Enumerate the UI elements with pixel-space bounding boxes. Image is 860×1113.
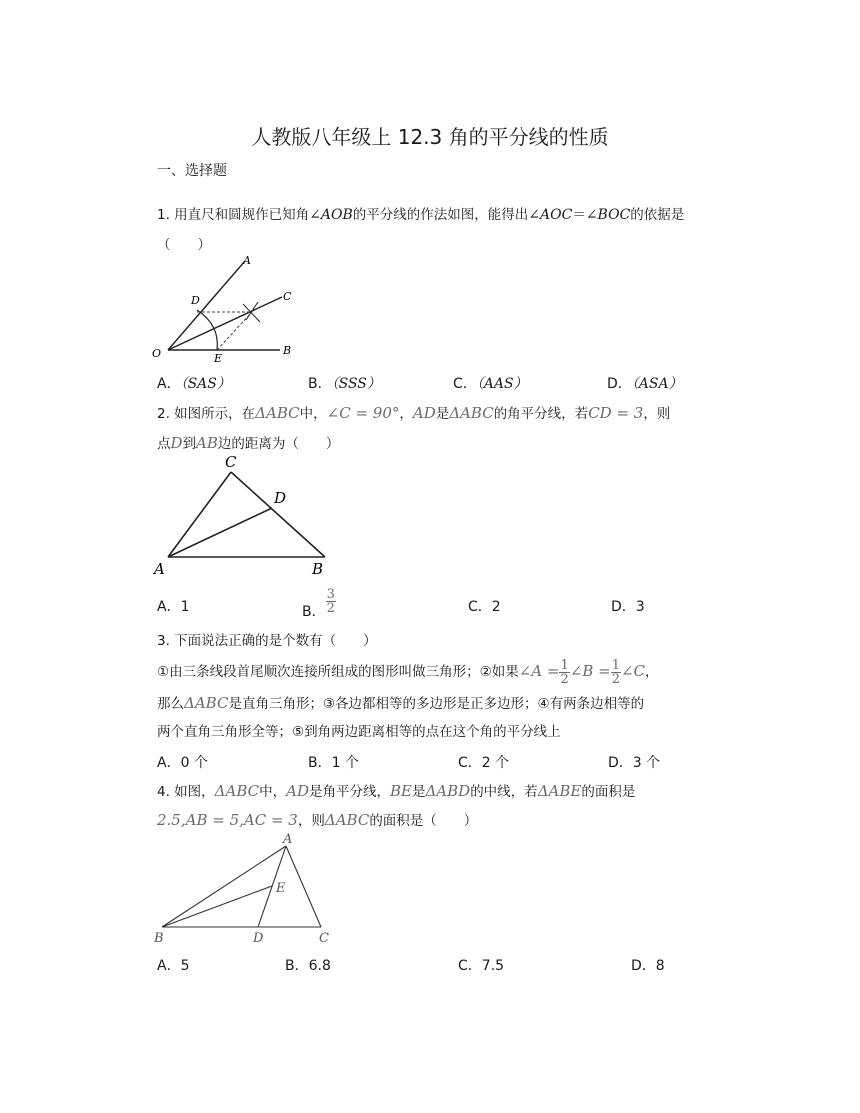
q3-line2 bbox=[157, 688, 644, 719]
option-letter: A． bbox=[157, 958, 181, 974]
label-e: E bbox=[276, 881, 286, 896]
q4-text: 是 bbox=[411, 784, 426, 800]
q3-option-a[interactable] bbox=[157, 752, 208, 772]
option-text: 7.5 bbox=[481, 958, 505, 974]
option-text: 1 个 bbox=[331, 755, 359, 771]
option-text: 3 bbox=[635, 599, 645, 615]
q3-text: 那么 bbox=[157, 696, 184, 712]
side-ac bbox=[168, 472, 231, 557]
q2-text: 中， bbox=[299, 406, 327, 422]
q4-text: 的面积是 bbox=[581, 784, 636, 800]
q1-stem-part: 的依据是 bbox=[630, 207, 685, 223]
fraction-numerator: 1 bbox=[560, 657, 569, 673]
segment-ad bbox=[168, 508, 272, 557]
fraction-numerator: 3 bbox=[326, 587, 335, 602]
option-letter: C． bbox=[468, 599, 492, 615]
option-letter: B． bbox=[308, 755, 332, 771]
arc-de bbox=[197, 310, 217, 350]
ray-oa bbox=[168, 261, 245, 350]
q1-angle-aob: ∠AOB bbox=[309, 207, 353, 223]
q2-triangle-abc: ΔABC bbox=[255, 404, 300, 422]
q4-text: 的中线，若 bbox=[470, 784, 538, 800]
section-heading: 一、选择题 bbox=[157, 163, 227, 179]
q1-equals: ＝ bbox=[572, 207, 586, 223]
q2-stem-line1 bbox=[157, 398, 670, 429]
q3-line1 bbox=[157, 656, 659, 687]
option-letter: B． bbox=[308, 376, 332, 392]
label-c: C bbox=[283, 290, 292, 303]
q2-option-d[interactable] bbox=[611, 596, 645, 616]
q3-text: ， bbox=[645, 664, 659, 680]
q2-option-c[interactable] bbox=[468, 596, 501, 616]
fraction-denominator: 2 bbox=[611, 671, 620, 687]
label-c: C bbox=[319, 931, 329, 946]
option-fraction bbox=[326, 588, 336, 615]
q3-stem: 3. 下面说法正确的是个数有（ ） bbox=[157, 633, 377, 649]
option-text: 0 个 bbox=[180, 755, 208, 771]
q3-option-d[interactable] bbox=[608, 752, 660, 772]
q4-be: BE bbox=[389, 782, 412, 800]
option-text: （ASA） bbox=[631, 376, 683, 392]
q3-triangle-abc: ΔABC bbox=[184, 694, 229, 712]
option-letter: C． bbox=[458, 958, 482, 974]
option-text: （SAS） bbox=[180, 376, 231, 392]
option-text: 5 bbox=[180, 958, 190, 974]
label-c: C bbox=[225, 453, 237, 471]
label-d: D bbox=[274, 489, 287, 507]
option-text: 8 bbox=[655, 958, 665, 974]
q4-triangle-abc: ΔABC bbox=[214, 782, 260, 800]
side-ac bbox=[286, 846, 321, 927]
label-e: E bbox=[214, 352, 223, 365]
q2-text: 2. 如图所示，在 bbox=[157, 406, 256, 422]
q4-values: 2.5,AB = 5,AC = 3 bbox=[157, 811, 298, 829]
q2-text: ，则 bbox=[643, 406, 671, 422]
option-letter: D． bbox=[608, 755, 633, 771]
option-text: 1 bbox=[180, 599, 190, 615]
option-letter: B． bbox=[285, 958, 309, 974]
fraction-denominator: 2 bbox=[326, 601, 335, 616]
label-b: B bbox=[154, 931, 164, 946]
q3-option-b[interactable] bbox=[308, 752, 359, 772]
segment-be bbox=[162, 886, 272, 927]
q3-half bbox=[611, 659, 621, 686]
option-letter: A． bbox=[157, 755, 181, 771]
q4-text: 是角平分线， bbox=[308, 784, 390, 800]
q4-option-c[interactable] bbox=[458, 955, 504, 975]
side-ba bbox=[162, 846, 286, 927]
option-letter: C． bbox=[458, 755, 482, 771]
q2-text: 是 bbox=[435, 406, 450, 422]
label-o: O bbox=[152, 347, 162, 360]
option-text: 6.8 bbox=[308, 958, 331, 974]
option-letter: A． bbox=[157, 376, 181, 392]
q1-angle-aoc: ∠AOC bbox=[528, 207, 573, 223]
q4-ad: AD bbox=[286, 782, 309, 800]
q2-text: 边的距离为（ ） bbox=[217, 436, 340, 452]
option-text: （SSS） bbox=[331, 376, 381, 392]
option-text: 2 个 bbox=[481, 755, 510, 771]
q1-option-d[interactable] bbox=[607, 373, 683, 393]
q4-option-b[interactable] bbox=[285, 955, 331, 975]
option-letter: D． bbox=[607, 376, 632, 392]
q2-triangle-abc: ΔABC bbox=[449, 404, 494, 422]
label-d: D bbox=[191, 294, 200, 307]
label-d: D bbox=[253, 931, 264, 946]
q1-option-c[interactable] bbox=[453, 373, 528, 393]
option-text: 2 bbox=[491, 599, 501, 615]
q1-figure bbox=[150, 250, 310, 365]
q1-stem-part: 的平分线的作法如图，能得出 bbox=[352, 207, 529, 223]
q1-stem-part: 1. 用直尺和圆规作已知角 bbox=[157, 207, 310, 223]
q2-ad: AD bbox=[412, 404, 436, 422]
label-b: B bbox=[312, 560, 324, 578]
q2-text: ， bbox=[399, 406, 413, 422]
q4-option-a[interactable] bbox=[157, 955, 190, 975]
q4-figure bbox=[150, 830, 340, 950]
q2-text: 的角平分线，若 bbox=[493, 406, 589, 422]
q1-angle-boc: ∠BOC bbox=[585, 207, 631, 223]
q4-triangle-abc: ΔABC bbox=[324, 811, 370, 829]
q3-option-c[interactable] bbox=[458, 752, 509, 772]
q2-text: 点 bbox=[157, 436, 171, 452]
option-letter: A． bbox=[157, 599, 181, 615]
dashed-ec bbox=[217, 312, 252, 350]
page-title: 人教版八年级上 12.3 角的平分线的性质 bbox=[251, 125, 609, 149]
q4-triangle-abe: ΔABE bbox=[537, 782, 582, 800]
q4-option-d[interactable] bbox=[631, 955, 665, 975]
option-text: 3 个 bbox=[632, 755, 661, 771]
q3-half bbox=[559, 659, 569, 686]
label-a: A bbox=[243, 254, 251, 267]
q2-option-a[interactable] bbox=[157, 596, 190, 616]
q3-line3: 两个直角三角形全等；⑤到角两边距离相等的点在这个角的平分线上 bbox=[157, 724, 561, 740]
q2-ab: AB bbox=[196, 434, 218, 452]
option-letter: B． bbox=[302, 603, 326, 620]
q3-text: 是直角三角形；③各边都相等的多边形是正多边形；④有两条边相等的 bbox=[228, 696, 645, 712]
q4-line1 bbox=[157, 776, 635, 807]
q1-option-a[interactable] bbox=[157, 373, 231, 393]
q1-paren: （ ） bbox=[157, 237, 211, 253]
q2-cd: CD = 3 bbox=[588, 404, 644, 422]
label-b: B bbox=[283, 344, 292, 357]
q4-text: 4. 如图， bbox=[157, 784, 215, 800]
label-a: A bbox=[154, 560, 165, 578]
option-letter: D． bbox=[631, 958, 656, 974]
q4-text: 中， bbox=[259, 784, 287, 800]
side-cb bbox=[231, 472, 325, 557]
fraction-denominator: 2 bbox=[560, 671, 569, 687]
q3-text: ①由三条线段首尾顺次连接所组成的图形叫做三角形；②如果 bbox=[157, 664, 519, 680]
q1-stem bbox=[157, 200, 684, 230]
q4-text: 的面积是（ ） bbox=[369, 813, 478, 829]
q2-option-b[interactable] bbox=[302, 587, 336, 620]
q3-angle-a: ∠A = bbox=[518, 662, 560, 680]
q2-d: D bbox=[170, 434, 183, 452]
q4-triangle-abd: ΔABD bbox=[425, 782, 471, 800]
option-text: （AAS） bbox=[476, 376, 528, 392]
q4-text: ，则 bbox=[297, 813, 325, 829]
option-letter: C． bbox=[453, 376, 477, 392]
q2-angle-c: ∠C = 90° bbox=[326, 404, 400, 422]
q2-figure bbox=[150, 450, 340, 580]
q2-text: 到 bbox=[182, 436, 197, 452]
q3-angle-b: ∠B = bbox=[569, 662, 611, 680]
option-letter: D． bbox=[611, 599, 636, 615]
fraction-numerator: 1 bbox=[611, 657, 620, 673]
label-a: A bbox=[283, 832, 293, 847]
q1-option-b[interactable] bbox=[308, 373, 381, 393]
q3-angle-c: ∠C bbox=[620, 662, 646, 680]
